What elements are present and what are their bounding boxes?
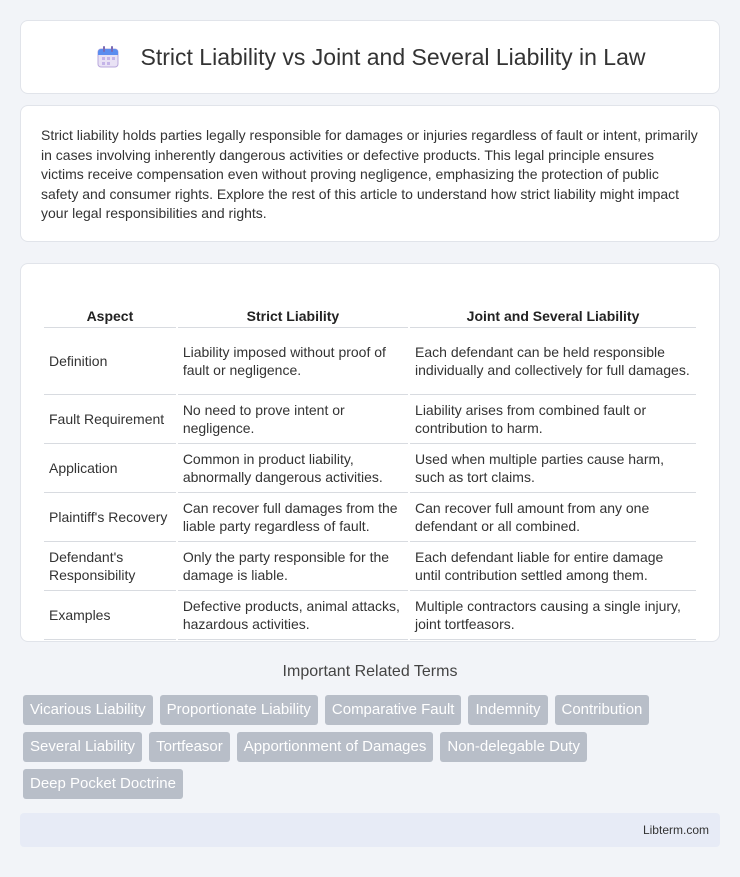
header-strict-liability: Strict Liability (178, 284, 408, 328)
header-joint-several-liability: Joint and Several Liability (410, 284, 696, 328)
related-term-tag[interactable]: Non-delegable Duty (440, 732, 587, 762)
table-cell: Multiple contractors causing a single injury, joint tortfeasors. (410, 591, 696, 640)
intro-card (20, 105, 720, 242)
table-cell: Only the party responsible for the damage is liable. (178, 542, 408, 591)
table-cell: Definition (44, 328, 176, 395)
related-term-tag[interactable]: Contribution (555, 695, 650, 725)
table-cell: Application (44, 444, 176, 493)
related-term-tag[interactable]: Several Liability (23, 732, 142, 762)
table-cell: Used when multiple parties cause harm, such as tort claims. (410, 444, 696, 493)
table-row (44, 444, 696, 493)
table-cell: Defendant's Responsibility (44, 542, 176, 591)
table-cell: No need to prove intent or negligence. (178, 395, 408, 444)
related-term-tag[interactable]: Comparative Fault (325, 695, 462, 725)
table-cell: Liability arises from combined fault or contribution to harm. (410, 395, 696, 444)
table-cell: Can recover full amount from any one defendant or all combined. (410, 493, 696, 542)
intro-text: Strict liability holds parties legally responsible for damages or injuries regardless of fault or intent, primarily in cases involving inherently dangerous activities or defective products. This legal principle ensures victims receive compensation even without proving negligence, emphasizing the protection of public safety and consumer rights. Explore the rest of this article to understand how strict liability might impact your legal responsibilities and rights. (41, 127, 698, 221)
table-cell: Each defendant liable for entire damage until contribution settled among them. (410, 542, 696, 591)
table-row (44, 542, 696, 591)
page-title: Strict Liability vs Joint and Several Liability in Law (140, 43, 646, 70)
table-header-row (44, 284, 696, 328)
related-term-tag[interactable]: Proportionate Liability (160, 695, 318, 725)
title-card (20, 20, 720, 94)
related-terms-heading: Important Related Terms (282, 663, 458, 680)
table-cell: Examples (44, 591, 176, 640)
table-cell: Each defendant can be held responsible individually and collectively for full damages. (410, 328, 696, 395)
related-term-tag[interactable]: Deep Pocket Doctrine (23, 769, 183, 799)
table-cell: Can recover full damages from the liable party regardless of fault. (178, 493, 408, 542)
related-term-tag[interactable]: Tortfeasor (149, 732, 230, 762)
table-row (44, 395, 696, 444)
related-term-tag[interactable]: Vicarious Liability (23, 695, 153, 725)
header-aspect: Aspect (44, 284, 176, 328)
table-cell: Fault Requirement (44, 395, 176, 444)
table-row (44, 493, 696, 542)
table-cell: Common in product liability, abnormally dangerous activities. (178, 444, 408, 493)
table-cell: Plaintiff's Recovery (44, 493, 176, 542)
table-cell: Defective products, animal attacks, hazardous activities. (178, 591, 408, 640)
footer (20, 813, 720, 847)
comparison-table (42, 284, 698, 640)
table-row (44, 328, 696, 395)
footer-brand-link[interactable]: Libterm.com (642, 823, 709, 837)
related-term-tag[interactable]: Indemnity (468, 695, 547, 725)
related-terms-list (23, 695, 723, 799)
table-row (44, 591, 696, 640)
related-term-tag[interactable]: Apportionment of Damages (237, 732, 434, 762)
comparison-table-card (20, 263, 720, 642)
calendar-icon (95, 44, 121, 70)
table-cell: Liability imposed without proof of fault or negligence. (178, 328, 408, 395)
